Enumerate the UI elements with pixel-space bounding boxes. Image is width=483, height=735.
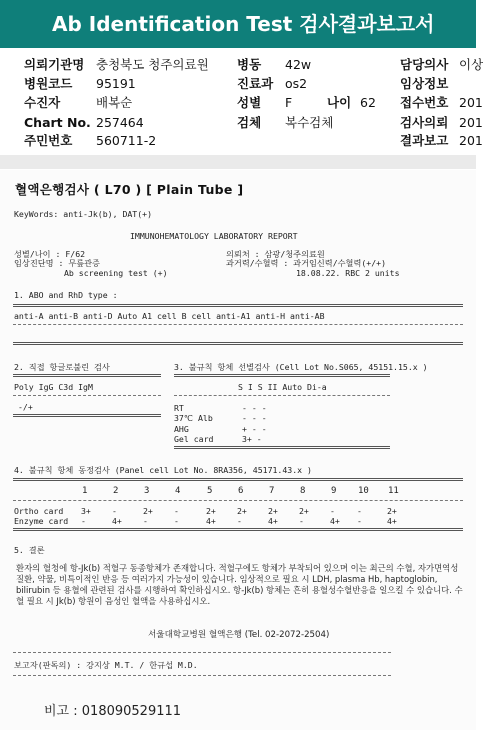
section2-top-rule [13,374,161,377]
conclusion-paragraph: 환자의 혈청에 항-Jk(b) 적혈구 동종항체가 존재합니다. 적혈구에도 항체가 부착되어 있으며 이는 최근의 수혈, 자가면역성질환, 약물, 비특이적인 반응 등 여러가지 가능성이 있습니다. 임상적으로 필요 시 LDH, plasma Hb, haptoglobin, bilirubin 등 용혈에 관련된 검사를 시행하여 확인하십시오. 항-Jk(b) 항체는 흔히 용혈성수혈반응을 일으킬 수 있습니다. 수혈 필요 시 Jk(b) 항원이 음성인 혈액을 사용하십시오. [16,563,463,606]
section3-values-ahg: + - - [242,424,267,434]
section3-values-alb: - - - [242,413,267,423]
label-attending-doctor: 담당의사 [400,57,449,72]
section3-phase-alb: 37℃ Alb [174,413,213,423]
panel-cell: - [237,516,242,526]
value-requesting-institution: 충청북도 청주의료원 [96,57,209,72]
remark-label: 비고 : [44,704,78,719]
label-specimen: 검체 [237,115,262,130]
panel-column-8: 8 [300,486,306,496]
section1-title: 1. ABO and RhD type : [14,290,118,300]
label-age: 나이 [327,95,352,110]
section2-header: Poly IgG C3d IgM [14,382,93,392]
lab-report-title: IMMUNOHEMATOLOGY LABORATORY REPORT [130,231,298,241]
info-col3-row3 [400,95,483,111]
section2-bottom-rule [13,414,161,417]
value-resident-no: 560711-2 [96,133,157,148]
panel-row-label: Ortho card [14,506,64,516]
panel-cell: 3+ [81,506,91,516]
panel-cell: - [330,506,335,516]
panel-cell: 2+ [143,506,153,516]
section3-mid-rule [174,395,390,396]
panel-cell: 2+ [206,506,216,516]
section3-values-gel: 3+ - [242,434,262,444]
report-title-banner: Ab Identification Test 검사결과보고서 [0,0,476,48]
section5-title: 5. 결론 [14,545,45,555]
section3-phase-gel: Gel card [174,434,214,444]
info-col3-row5 [400,133,483,149]
remark-line [44,700,181,719]
reporter-line: 보고자(판독의) : 강지상 M.T. / 한규섭 M.D. [14,660,198,670]
panel-column-9: 9 [331,486,337,496]
section4-title: 4. 불규칙 항체 동정검사 (Panel cell Lot No. 8RA356, 45171.43.x ) [14,465,312,475]
label-resident-no: 주민번호 [24,133,73,148]
patient-diagnosis: 임상진단명 : 무릎관증 [14,258,100,268]
section-divider [0,155,476,169]
label-patient-name: 수진자 [24,95,61,110]
panel-cell: 4+ [387,516,397,526]
label-department: 진료과 [237,76,274,91]
section3-bottom-rule [174,446,390,449]
value-patient-name: 배복순 [96,95,133,110]
panel-cell: 2+ [237,506,247,516]
info-col3-row1 [400,57,483,73]
patient-screening: Ab screening test (+) [64,268,168,278]
section1-bottom-rule [13,342,463,345]
patient-sex-age: 성별/나이 : F/62 [14,249,86,259]
value-age: 62 [360,95,376,110]
label-result-report: 결과보고 [400,133,449,148]
value-hospital-code: 95191 [96,76,136,91]
panel-cell: 2+ [299,506,309,516]
label-sex: 성별 [237,95,262,110]
panel-column-4: 4 [175,486,181,496]
section2-title: 2. 직접 항글로불린 검사 [14,362,110,372]
panel-column-7: 7 [269,486,275,496]
panel-cell: - [299,516,304,526]
panel-cell: 2+ [268,506,278,516]
value-chart-no: 257464 [96,115,144,130]
panel-cell: 4+ [206,516,216,526]
keywords-line: KeyWords: anti-Jk(b), DAT(+) [14,209,153,219]
info-col3-row2 [400,76,476,92]
panel-cell: - [174,506,179,516]
value-test-request: 201 [459,115,483,130]
section4-bottom-rule [13,528,463,531]
transfusion-history: 과거력/수혈력 : 과거임신력/수혈력(+/+) [226,258,387,268]
requesting-hospital: 의뢰처 : 삼광/청주의료원 [226,249,325,259]
label-chart-no: Chart No. [24,115,91,130]
transfusion-detail: 18.08.22. RBC 2 units [296,268,400,278]
panel-cell: - [357,506,362,516]
section3-values-rt: - - - [242,403,267,413]
panel-cell: 4+ [330,516,340,526]
panel-cell: 4+ [268,516,278,526]
report-section-title: 혈액은행검사 ( L70 ) [ Plain Tube ] [15,182,244,197]
panel-cell: - [357,516,362,526]
section1-mid-rule [13,324,463,325]
label-ward: 병동 [237,57,262,72]
section3-top-rule [174,374,390,377]
signature-organization: 서울대학교병원 혈액은행 (Tel. 02-2072-2504) [148,630,330,640]
panel-cell: 4+ [112,516,122,526]
panel-column-11: 11 [388,486,399,496]
section3-header: S I S II Auto Di-a [238,382,327,392]
info-col3-row4 [400,115,483,131]
section3-phase-rt: RT [174,403,184,413]
value-attending-doctor: 이상 [459,57,483,72]
remark-value: 018090529111 [81,704,182,719]
panel-column-6: 6 [238,486,244,496]
panel-cell: - [143,516,148,526]
panel-column-2: 2 [113,486,119,496]
reporter-bottom-rule [13,675,391,676]
label-clinical-info: 임상정보 [400,76,449,91]
reporter-top-rule [13,652,391,653]
panel-cell: - [174,516,179,526]
label-test-request: 검사의뢰 [400,115,449,130]
label-requesting-institution: 의뢰기관명 [24,57,85,72]
value-specimen: 복수검체 [285,115,334,130]
section1-header: anti-A anti-B anti-D Auto A1 cell B cell anti-A1 anti-H anti-AB [14,311,325,321]
value-department: os2 [285,76,308,91]
section1-top-rule [13,304,463,307]
section2-mid-rule [13,395,161,396]
panel-cell: - [112,506,117,516]
panel-column-1: 1 [82,486,88,496]
panel-column-3: 3 [144,486,150,496]
value-result-report: 201 [459,133,483,148]
section4-top-rule [13,478,463,481]
label-hospital-code: 병원코드 [24,76,73,91]
panel-cell: 2+ [387,506,397,516]
value-receipt-no: 201 [459,95,483,110]
panel-column-10: 10 [358,486,369,496]
value-ward: 42w [285,57,312,72]
section4-mid-rule [13,500,463,501]
label-receipt-no: 접수번호 [400,95,449,110]
panel-column-5: 5 [207,486,213,496]
value-sex: F [285,95,293,110]
section3-title: 3. 불규칙 항체 선별검사 (Cell Lot No.S065, 45151.15.x ) [174,362,428,372]
panel-cell: - [81,516,86,526]
section2-value: -/+ [18,402,33,412]
panel-row-label: Enzyme card [14,516,69,526]
section3-phase-ahg: AHG [174,424,189,434]
